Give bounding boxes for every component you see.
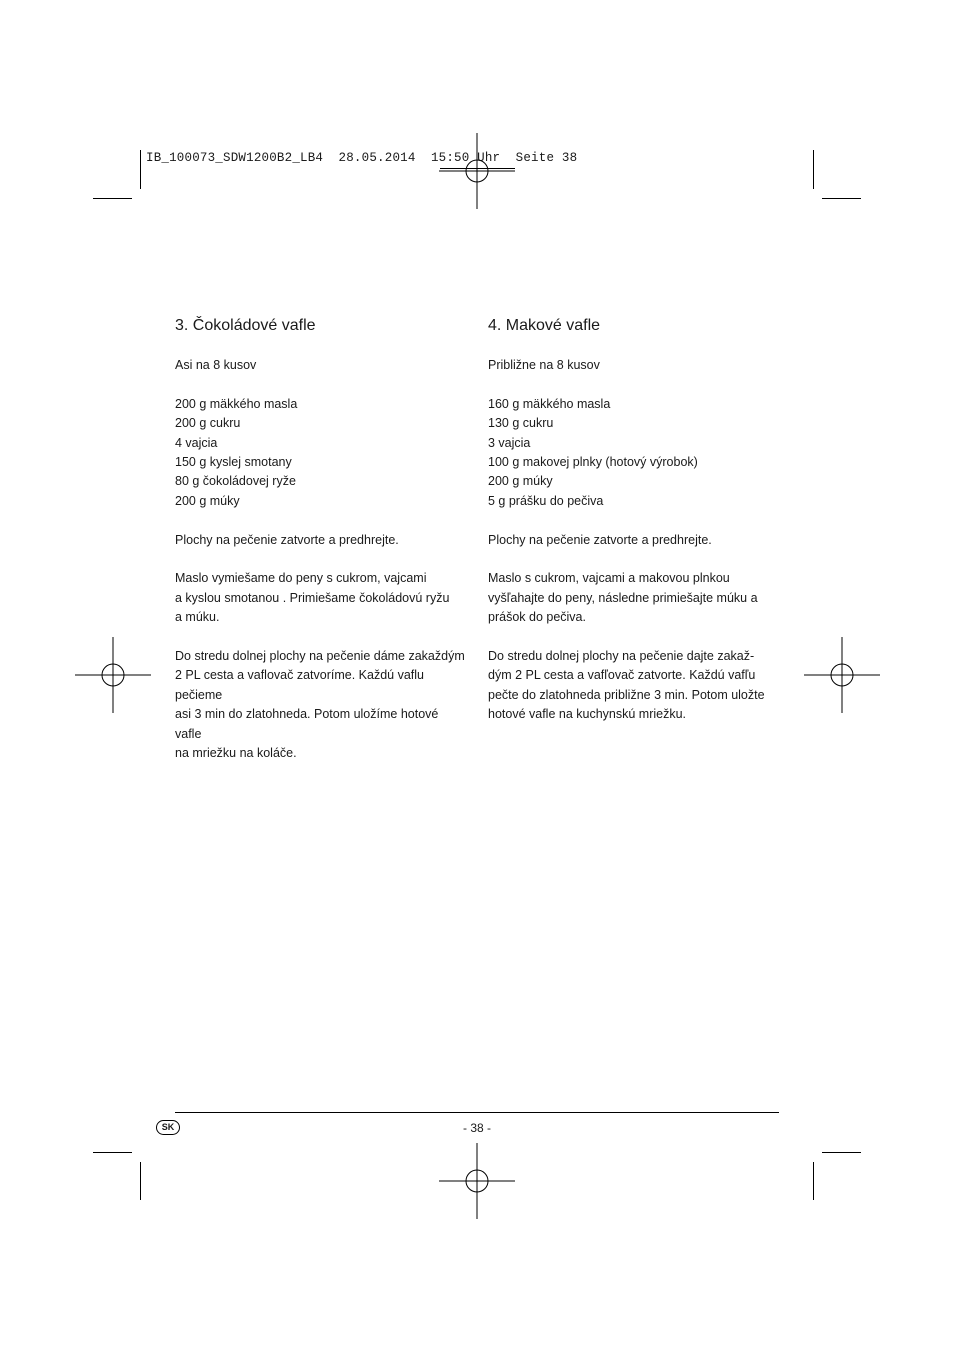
crop-mark [140, 1162, 141, 1200]
instruction-line: 2 PL cesta a vaflovač zatvoríme. Každú vaflu pečieme [175, 668, 424, 702]
crop-mark [813, 1162, 814, 1200]
footer-rule [175, 1112, 779, 1113]
instruction-line: Maslo s cukrom, vajcami a makovou plnkou [488, 571, 730, 586]
language-badge: SK [156, 1120, 180, 1135]
recipe-title: 3. Čokoládové vafle [175, 317, 316, 334]
ingredient: 5 g prášku do pečiva [488, 493, 604, 508]
ingredient: 200 g múky [488, 474, 553, 489]
ingredient: 130 g cukru [488, 416, 554, 431]
crop-mark [93, 198, 132, 199]
registration-mark-bottom-icon [439, 1143, 515, 1219]
instruction-line: vyšľahajte do peny, následne primiešajte múku a [488, 590, 758, 605]
instruction-line: hotové vafle na kuchynskú mriežku. [488, 707, 687, 722]
instruction-line: dým 2 PL cesta a vafľovač zatvorte. Každú vafľu [488, 668, 756, 683]
page-number: - 38 - [462, 1121, 491, 1135]
instruction-line: prášok do pečiva. [488, 610, 586, 625]
ingredient: 200 g mäkkého masla [175, 396, 298, 411]
registration-mark-left-icon [75, 637, 151, 713]
recipe-yield: Asi na 8 kusov [175, 358, 257, 372]
instruction-line: a múku. [175, 610, 220, 625]
instruction-line: Plochy na pečenie zatvorte a predhrejte. [175, 532, 399, 547]
crop-mark [93, 1152, 132, 1153]
ingredient: 160 g mäkkého masla [488, 396, 611, 411]
recipe-poppy-seed-waffles [488, 316, 780, 725]
crop-mark [140, 150, 141, 189]
instruction-line: Do stredu dolnej plochy na pečenie dáme zakaždým [175, 649, 465, 664]
instruction-line: pečte do zlatohneda približne 3 min. Potom uložte [488, 687, 765, 702]
ingredient: 100 g makovej plnky (hotový výrobok) [488, 455, 698, 470]
ingredient: 200 g cukru [175, 416, 241, 431]
instruction-line: Plochy na pečenie zatvorte a predhrejte. [488, 532, 712, 547]
instruction-line: asi 3 min do zlatohneda. Potom uložíme hotové vafle [175, 707, 439, 741]
crop-mark [813, 150, 814, 189]
ingredient: 200 g múky [175, 493, 240, 508]
recipe-chocolate-waffles [175, 316, 467, 763]
crop-mark [822, 198, 861, 199]
ingredient: 4 vajcia [175, 435, 218, 450]
crop-mark [822, 1152, 861, 1153]
recipe-yield: Približne na 8 kusov [488, 358, 600, 372]
instruction-line: Maslo vymiešame do peny s cukrom, vajcami [175, 571, 427, 586]
instruction-line: na mriežku na koláče. [175, 746, 297, 761]
instruction-line: a kyslou smotanou . Primiešame čokoládovú ryžu [175, 590, 450, 605]
recipe-title: 4. Makové vafle [488, 317, 601, 334]
ingredient: 3 vajcia [488, 435, 531, 450]
ingredient: 80 g čokoládovej ryže [175, 474, 296, 489]
registration-mark-top-icon [439, 133, 515, 209]
instruction-line: Do stredu dolnej plochy na pečenie dajte zakaž- [488, 649, 755, 664]
registration-mark-right-icon [804, 637, 880, 713]
ingredient: 150 g kyslej smotany [175, 455, 292, 470]
print-slug: IB_100073_SDW1200B2_LB4 28.05.2014 15:50 Uhr Seite 38 [146, 151, 578, 165]
